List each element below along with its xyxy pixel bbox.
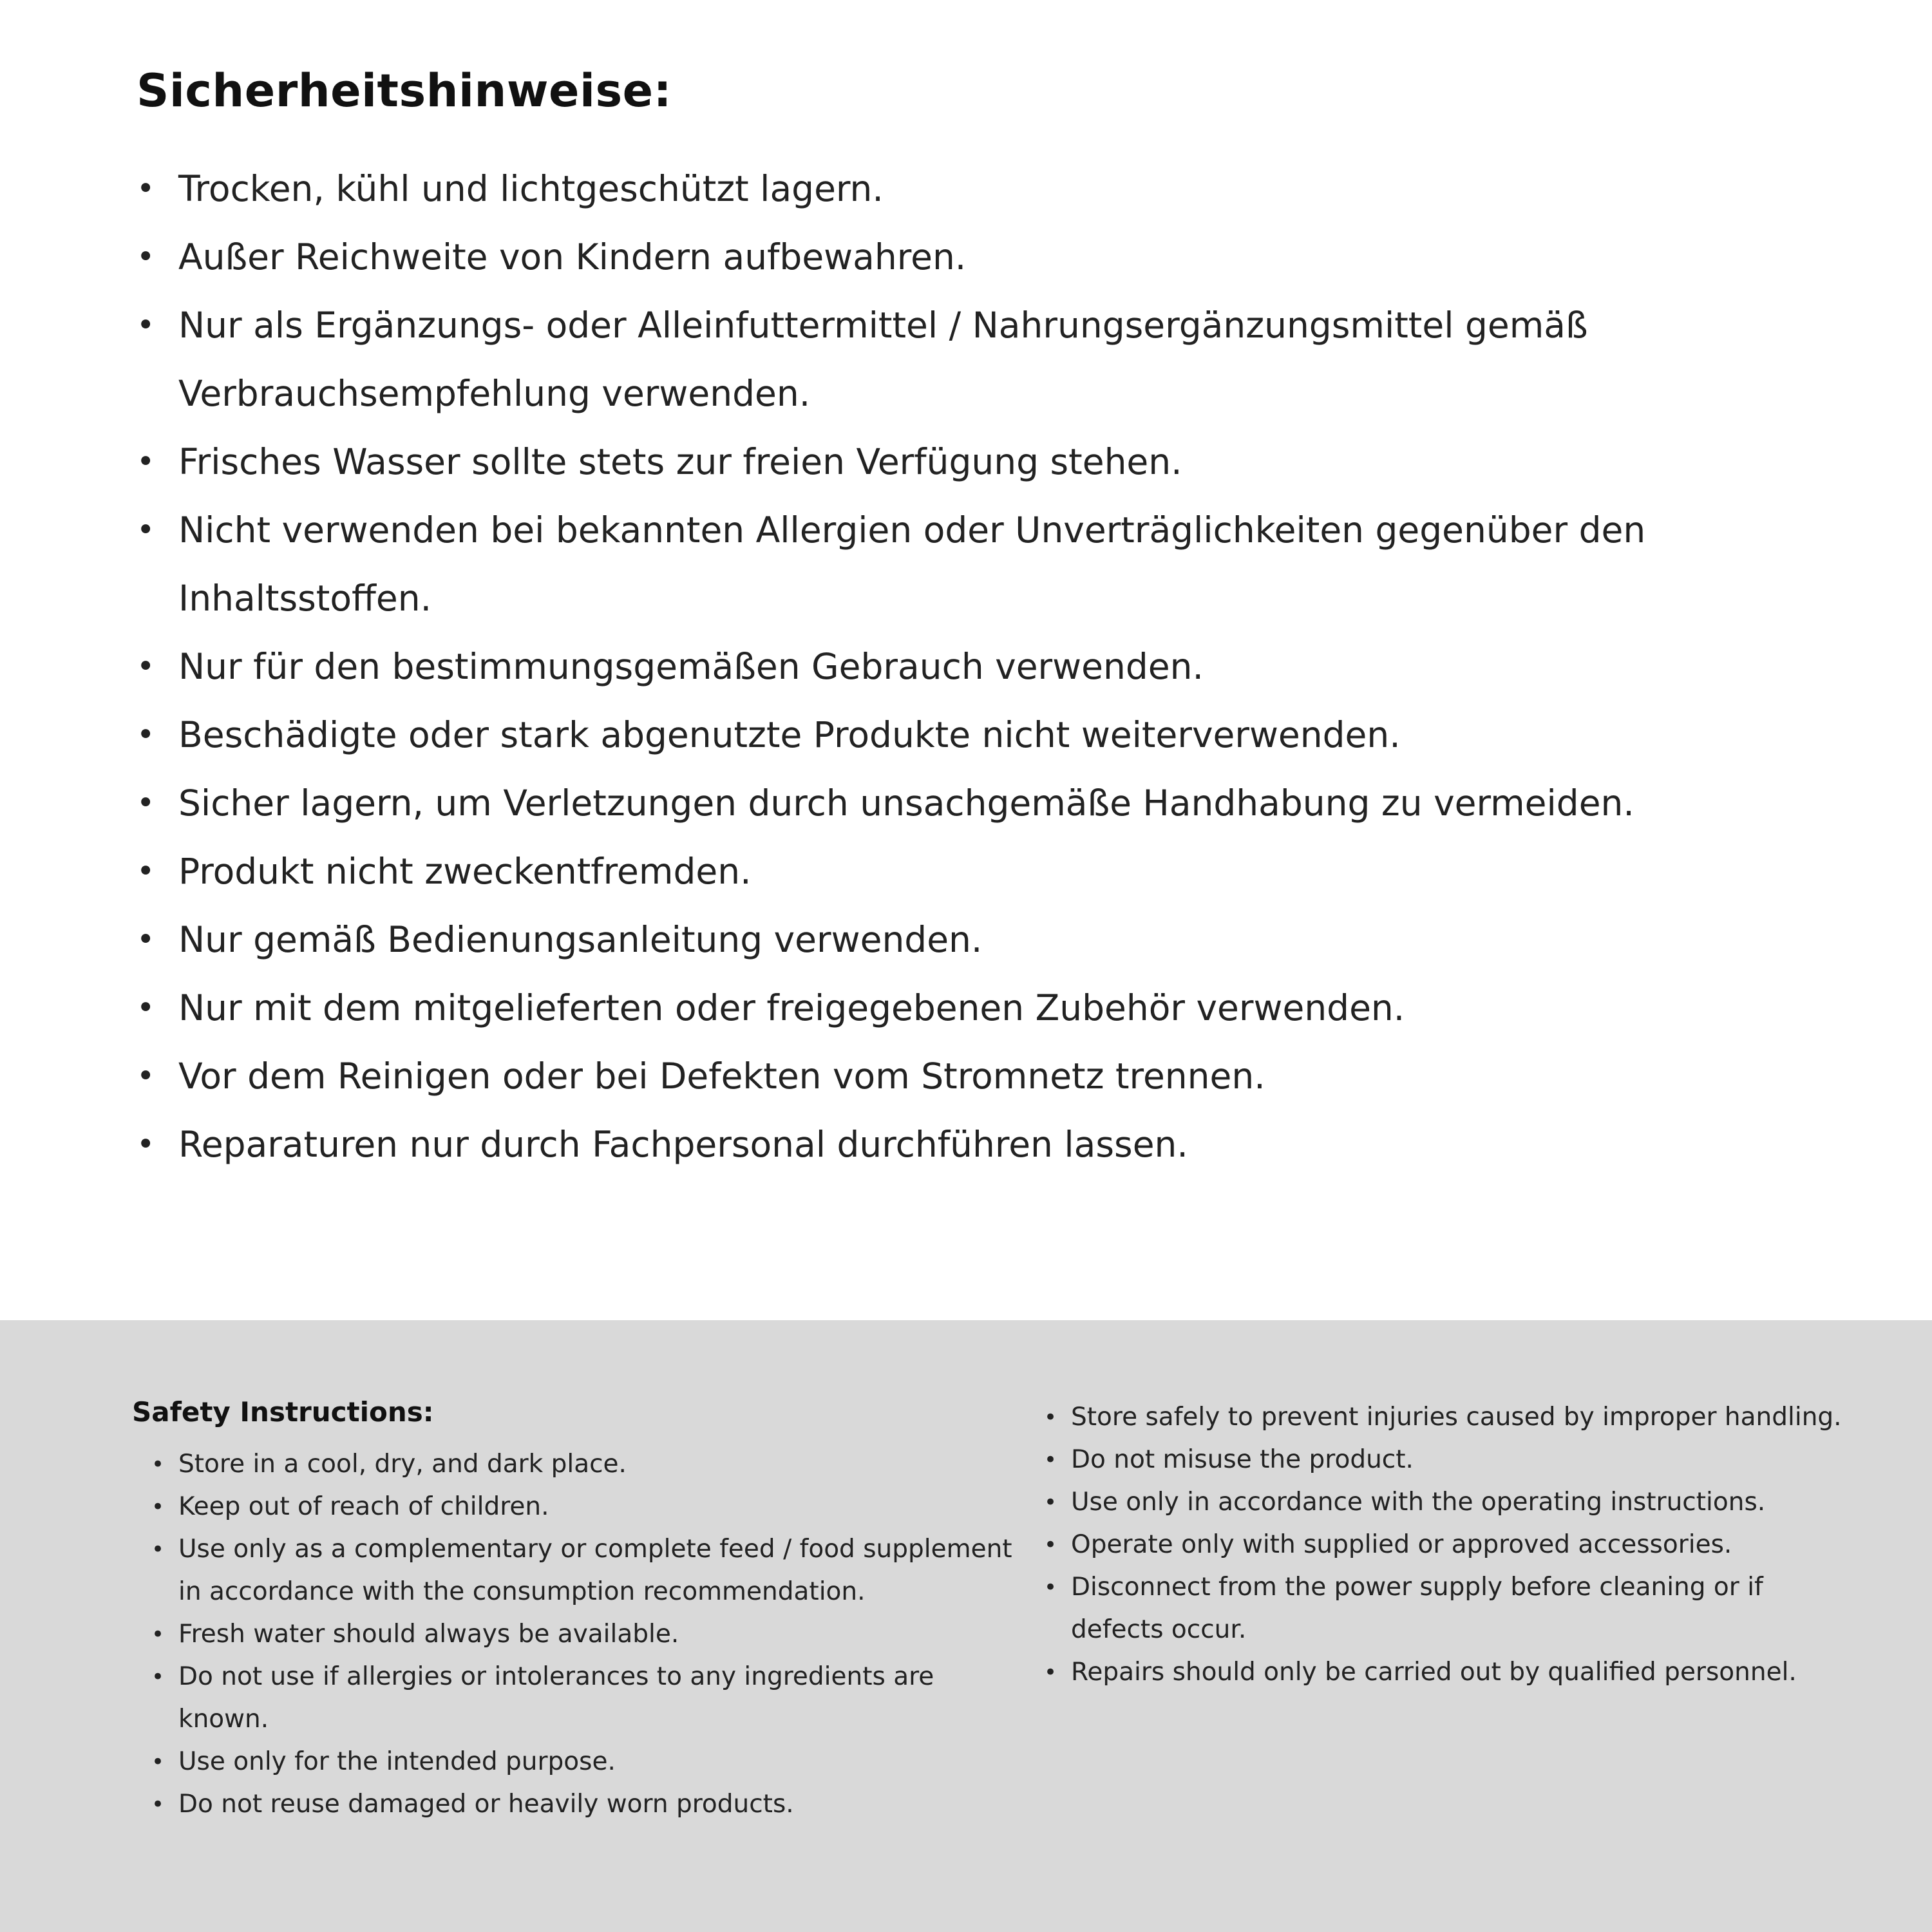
list-item-text: Use only for the intended purpose. — [178, 1747, 616, 1776]
list-item-text: Nicht verwenden bei bekannten Allergien oder Unverträglichkeiten gegenüber den Inhaltsstoffen. — [178, 509, 1646, 619]
list-item-text: Keep out of reach of children. — [178, 1492, 549, 1521]
list-item — [137, 701, 1718, 769]
list-item-text: Frisches Wasser sollte stets zur freien Verfügung stehen. — [178, 441, 1182, 482]
list-item — [151, 1741, 1034, 1783]
english-safety-section — [0, 1320, 1932, 1932]
list-item-text: Produkt nicht zweckentfremden. — [178, 851, 752, 892]
bullet-icon: • — [137, 785, 155, 821]
list-item — [137, 632, 1718, 701]
list-item — [137, 291, 1718, 428]
english-safety-list-left — [132, 1443, 1034, 1826]
list-item — [137, 223, 1718, 291]
list-item — [1044, 1396, 1858, 1439]
bullet-icon: • — [137, 990, 155, 1026]
list-item-text: Store in a cool, dry, and dark place. — [178, 1450, 627, 1479]
bullet-icon: • — [137, 307, 155, 343]
list-item-text: Disconnect from the power supply before cleaning or if defects occur. — [1071, 1573, 1763, 1644]
bullet-icon: • — [151, 1622, 165, 1647]
bullet-icon: • — [1044, 1532, 1057, 1558]
bullet-icon: • — [151, 1452, 165, 1477]
list-item-text: Trocken, kühl und lichtgeschützt lagern. — [178, 168, 884, 209]
list-item-text: Do not reuse damaged or heavily worn products. — [178, 1790, 794, 1819]
bullet-icon: • — [151, 1494, 165, 1520]
english-safety-list-right — [1034, 1396, 1858, 1694]
bullet-icon: • — [137, 512, 155, 548]
bullet-icon: • — [137, 717, 155, 753]
english-section-title: Safety Instructions: — [132, 1396, 434, 1428]
bullet-icon: • — [1044, 1575, 1057, 1600]
list-item — [151, 1443, 1034, 1486]
list-item-text: Operate only with supplied or approved accessories. — [1071, 1530, 1732, 1559]
list-item — [151, 1613, 1034, 1656]
bullet-icon: • — [151, 1749, 165, 1775]
bullet-icon: • — [1044, 1405, 1057, 1430]
bullet-icon: • — [137, 1126, 155, 1162]
bullet-icon: • — [1044, 1660, 1057, 1685]
german-section-title: Sicherheitshinweise: — [137, 64, 672, 117]
bullet-icon: • — [137, 444, 155, 480]
list-item-text: Reparaturen nur durch Fachpersonal durchführen lassen. — [178, 1124, 1188, 1165]
list-item-text: Außer Reichweite von Kindern aufbewahren. — [178, 236, 967, 278]
list-item — [151, 1783, 1034, 1826]
list-item — [137, 496, 1718, 632]
bullet-icon: • — [137, 853, 155, 889]
list-item-text: Nur als Ergänzungs- oder Alleinfuttermittel / Nahrungsergänzungsmittel gemäß Verbrauchsempfehlung verwenden. — [178, 305, 1588, 414]
list-item — [137, 1110, 1718, 1179]
list-item-text: Nur mit dem mitgelieferten oder freigegebenen Zubehör verwenden. — [178, 987, 1405, 1028]
bullet-icon: • — [137, 922, 155, 958]
list-item — [1044, 1481, 1858, 1524]
list-item-text: Repairs should only be carried out by qualified personnel. — [1071, 1658, 1797, 1687]
list-item — [1044, 1524, 1858, 1566]
list-item — [151, 1486, 1034, 1528]
list-item — [137, 428, 1718, 496]
bullet-icon: • — [151, 1537, 165, 1562]
list-item — [151, 1656, 1034, 1741]
english-right-column — [1034, 1396, 1858, 1932]
bullet-icon: • — [137, 239, 155, 275]
list-item-text: Vor dem Reinigen oder bei Defekten vom Stromnetz trennen. — [178, 1056, 1265, 1097]
bullet-icon: • — [151, 1664, 165, 1690]
bullet-icon: • — [151, 1792, 165, 1817]
list-item — [1044, 1566, 1858, 1651]
list-item-text: Use only as a complementary or complete feed / food supplement in accordance with the consumption recommendation. — [178, 1535, 1012, 1606]
list-item-text: Use only in accordance with the operating instructions. — [1071, 1488, 1766, 1517]
list-item — [137, 837, 1718, 905]
list-item-text: Nur für den bestimmungsgemäßen Gebrauch verwenden. — [178, 646, 1204, 687]
bullet-icon: • — [1044, 1490, 1057, 1515]
bullet-icon: • — [1044, 1447, 1057, 1473]
bullet-icon: • — [137, 1058, 155, 1094]
german-safety-list — [137, 155, 1718, 1179]
list-item-text: Sicher lagern, um Verletzungen durch unsachgemäße Handhabung zu vermeiden. — [178, 782, 1634, 824]
bullet-icon: • — [137, 649, 155, 685]
list-item-text: Store safely to prevent injuries caused by improper handling. — [1071, 1403, 1842, 1432]
list-item — [137, 905, 1718, 974]
list-item — [151, 1528, 1034, 1613]
list-item — [137, 1042, 1718, 1110]
english-left-column — [132, 1396, 1034, 1932]
list-item-text: Nur gemäß Bedienungsanleitung verwenden. — [178, 919, 983, 960]
list-item — [137, 974, 1718, 1042]
list-item-text: Beschädigte oder stark abgenutzte Produkte nicht weiterverwenden. — [178, 714, 1401, 755]
list-item-text: Fresh water should always be available. — [178, 1620, 679, 1649]
list-item — [137, 155, 1718, 223]
list-item-text: Do not misuse the product. — [1071, 1445, 1414, 1474]
bullet-icon: • — [137, 171, 155, 207]
list-item — [1044, 1439, 1858, 1481]
list-item — [137, 769, 1718, 837]
list-item-text: Do not use if allergies or intolerances to any ingredients are known. — [178, 1662, 934, 1734]
list-item — [1044, 1651, 1858, 1694]
